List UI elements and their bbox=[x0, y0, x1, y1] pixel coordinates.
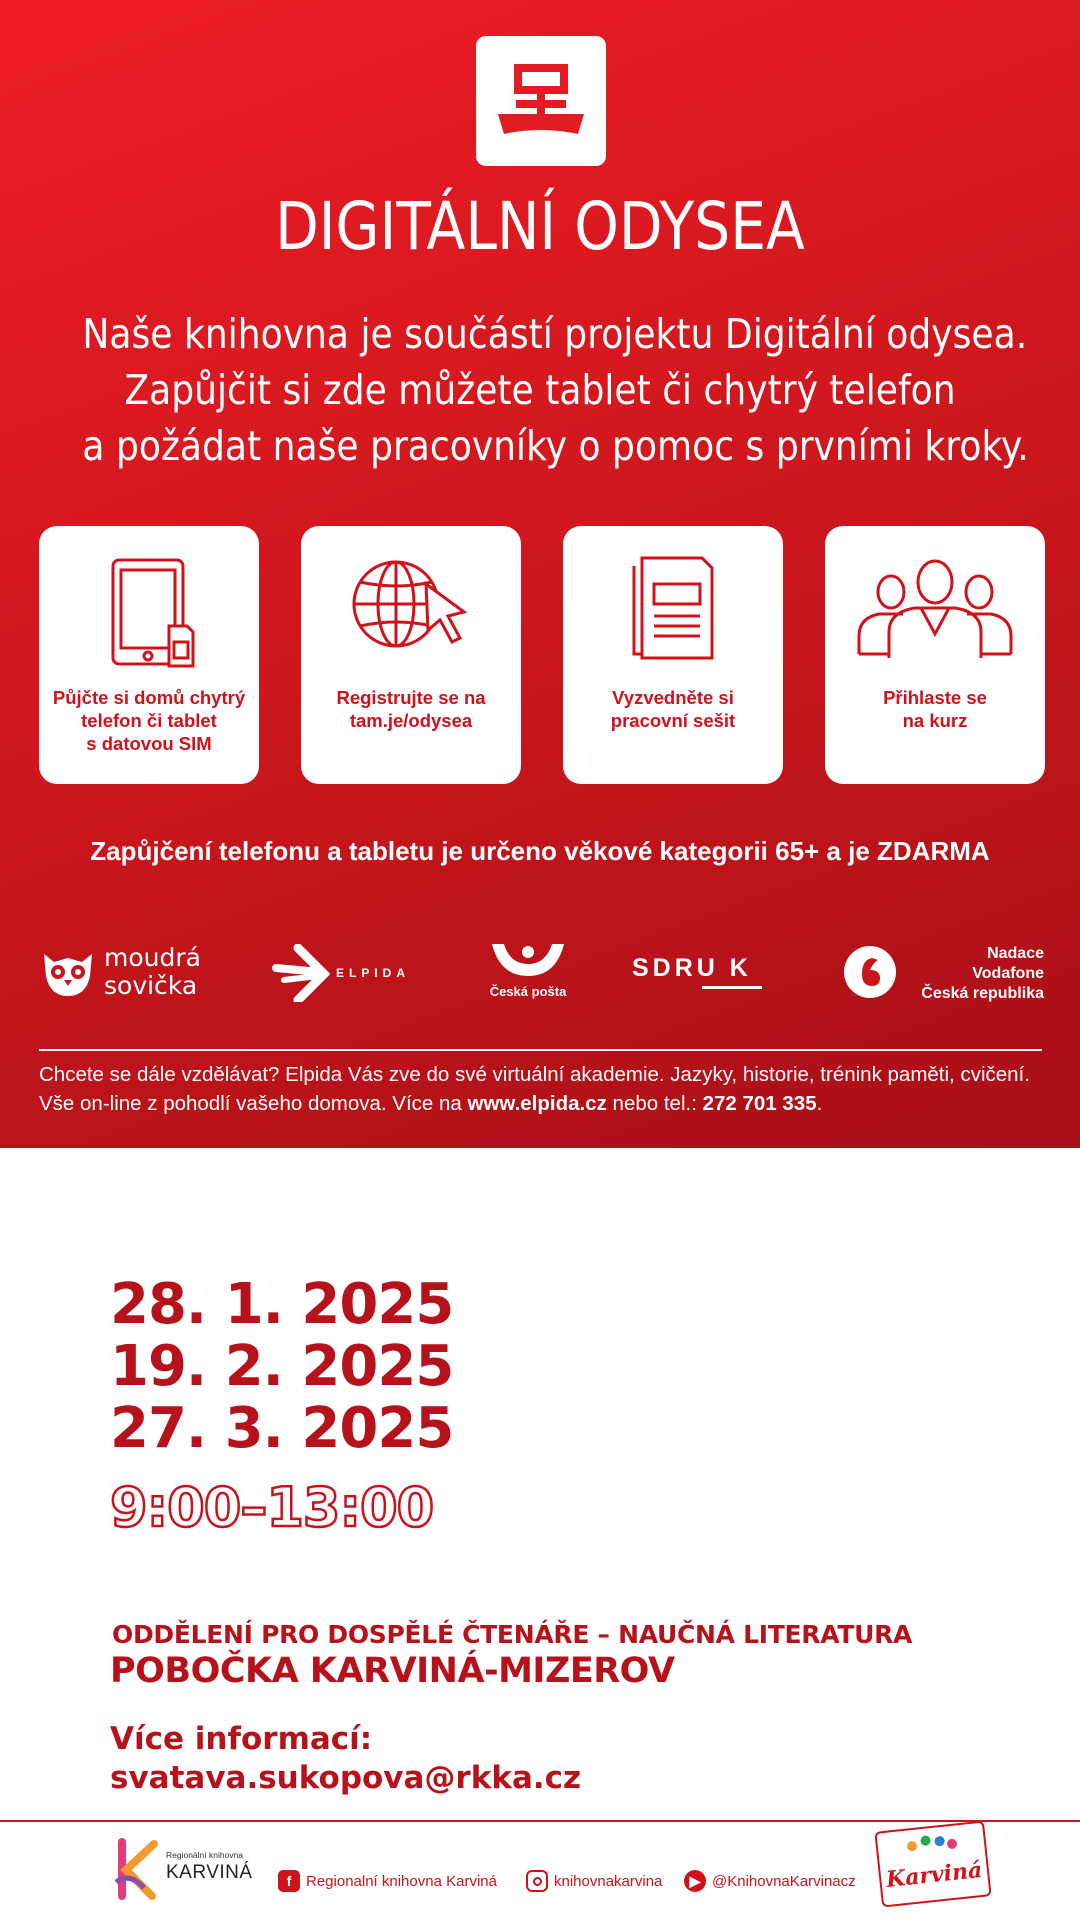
instagram-link[interactable] bbox=[526, 1870, 662, 1892]
intro-line: Zapůjčit si zde můžete tablet či chytrý telefon bbox=[124, 366, 956, 414]
card-course bbox=[825, 526, 1045, 784]
posthorn-icon bbox=[488, 940, 568, 980]
sdruzk-underline bbox=[702, 986, 762, 989]
library-name: KARVINÁ bbox=[166, 1862, 253, 1883]
elpida-info-line: Vše on-line z pohodlí vašeho domova. Více na www.elpida.cz nebo tel.: 272 701 335. bbox=[39, 1092, 823, 1115]
moudra-text: moudrá sovička bbox=[104, 943, 201, 1000]
card-borrow bbox=[39, 526, 259, 784]
card-label: Půjčte si domů chytrý telefon či tablet s datovou SIM bbox=[52, 687, 246, 754]
youtube-icon: ▶ bbox=[684, 1870, 706, 1892]
city-logo-text: Karviná bbox=[884, 1856, 984, 1893]
intro-line: a požádat naše pracovníky o pomoc s prvními kroky. bbox=[82, 422, 1029, 470]
instagram-text: knihovnakarvina bbox=[554, 1872, 663, 1890]
steps-cards bbox=[39, 526, 1043, 784]
posta-text: Česká pošta bbox=[489, 984, 567, 999]
card-workbook bbox=[563, 526, 783, 784]
facebook-link[interactable] bbox=[278, 1870, 497, 1892]
partner-logos bbox=[0, 930, 1080, 1010]
card-label: Přihlaste se na kurz bbox=[883, 687, 987, 731]
intro-text bbox=[20, 306, 1060, 474]
event-time: 9:00–13:00 bbox=[110, 1476, 434, 1539]
city-logo-sparkles-icon bbox=[901, 1829, 963, 1859]
elpida-info bbox=[39, 1060, 1049, 1118]
elpida-info-line: Chcete se dále vzdělávat? Elpida Vás zve do své virtuální akademie. Jazyky, historie, trénink paměti, cvičení. bbox=[39, 1063, 1030, 1086]
event-dates bbox=[110, 1274, 453, 1460]
elpida-web-link[interactable]: www.elpida.cz bbox=[467, 1092, 607, 1115]
nadace-vodafone-text: Nadace Vodafone Česká republika bbox=[921, 945, 1044, 1002]
ceska-posta-logo bbox=[484, 940, 574, 1006]
sdruzk-logo bbox=[632, 954, 772, 994]
karvina-city-logo bbox=[874, 1820, 991, 1907]
contact-email[interactable]: svatava.sukopova@rkka.cz bbox=[110, 1760, 582, 1796]
sdruzk-text: SDRU K bbox=[632, 954, 752, 982]
card-label: Registrujte se na tam.je/odysea bbox=[336, 687, 486, 731]
workbook-icon bbox=[628, 554, 718, 664]
facebook-text: Regionalní knihovna Karviná bbox=[306, 1872, 497, 1890]
library-logo bbox=[110, 1836, 260, 1900]
tablet-sim-icon bbox=[99, 554, 199, 674]
library-k-icon bbox=[110, 1836, 160, 1900]
more-info-label: Více informací: bbox=[110, 1721, 373, 1757]
youtube-text: @KnihovnaKarvinacz bbox=[712, 1872, 856, 1890]
elpida-text: ELPIDA bbox=[336, 966, 411, 980]
department: ODDĚLENÍ PRO DOSPĚLÉ ČTENÁŘE – NAUČNÁ LITERATURA bbox=[112, 1620, 913, 1649]
elpida-phone: 272 701 335 bbox=[702, 1092, 817, 1115]
elpida-logo bbox=[270, 944, 430, 1004]
branch: POBOČKA KARVINÁ-MIZEROV bbox=[110, 1651, 675, 1691]
owl-icon bbox=[40, 946, 96, 998]
page-title: DIGITÁLNÍ ODYSEA bbox=[275, 188, 805, 265]
event-date: 28. 1. 2025 bbox=[110, 1272, 454, 1337]
age-note: Zapůjčení telefonu a tabletu je určeno věkové kategorii 65+ a je ZDARMA bbox=[90, 836, 990, 866]
globe-cursor-icon bbox=[346, 554, 476, 654]
odysea-logo bbox=[476, 36, 606, 166]
arrow-icon bbox=[270, 944, 330, 1002]
event-date: 27. 3. 2025 bbox=[110, 1396, 454, 1461]
facebook-icon: f bbox=[278, 1870, 300, 1892]
card-label: Vyzvedněte si pracovní sešit bbox=[610, 687, 736, 731]
instagram-icon bbox=[526, 1870, 548, 1892]
divider bbox=[39, 1049, 1042, 1051]
people-group-icon bbox=[855, 554, 1015, 664]
library-small-text: Regionální knihovna bbox=[166, 1850, 244, 1860]
event-date: 19. 2. 2025 bbox=[110, 1334, 454, 1399]
youtube-link[interactable] bbox=[684, 1870, 856, 1892]
card-register bbox=[301, 526, 521, 784]
intro-line: Naše knihovna je součástí projektu Digitální odysea. bbox=[82, 310, 1028, 358]
moudra-sovicka-logo bbox=[40, 944, 220, 1004]
